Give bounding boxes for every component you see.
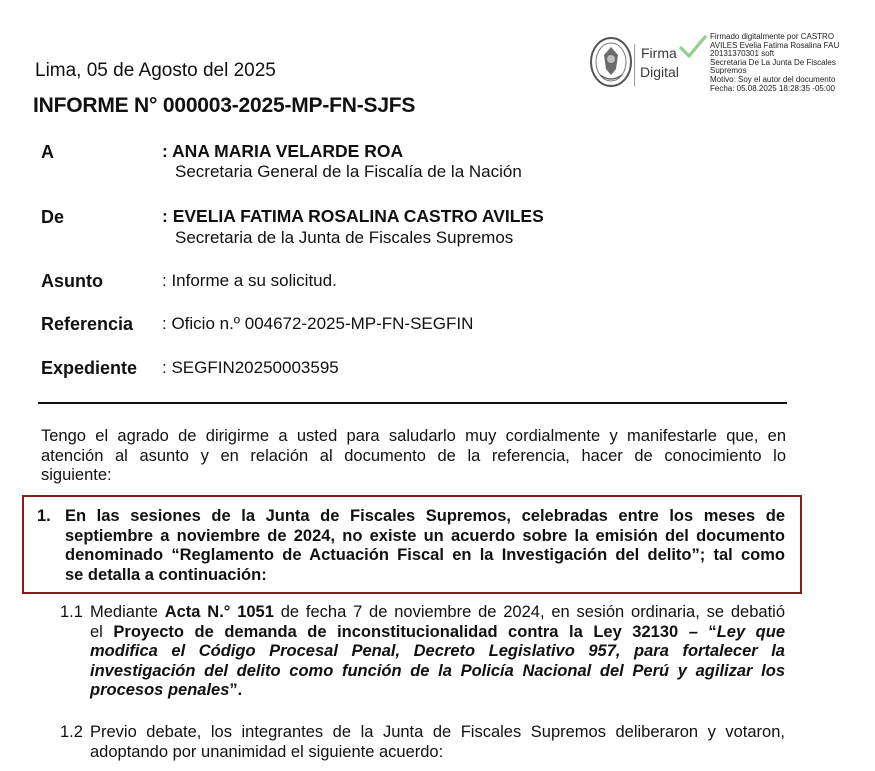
item-1-line: septiembre a noviembre de 2024, no existe un acuerdo sobre la emisión del documento [65, 526, 785, 545]
signature-detail-line: Fecha: 05.08.2025 18:28:35 -05:00 [710, 83, 835, 93]
signature-detail-line: AVILES Evelia Fatima Rosalina FAU [710, 40, 840, 50]
item-1-line: se detalla a continuación: [65, 565, 267, 584]
header-divider [38, 402, 787, 404]
to-name: : ANA MARIA VELARDE ROA [162, 141, 404, 161]
document-date: Lima, 05 de Agosto del 2025 [35, 60, 276, 81]
from-name: : EVELIA FATIMA ROSALINA CASTRO AVILES [162, 206, 544, 226]
report-title: INFORME N° 000003-2025-MP-FN-SJFS [33, 94, 416, 117]
signature-label-firma: Firma [641, 45, 677, 61]
item-1-1-line [90, 603, 785, 623]
intro-line: siguiente: [41, 466, 112, 484]
signature-divider [634, 44, 635, 86]
text-run: el [90, 622, 114, 641]
item-1-2-number: 1.2 [60, 723, 83, 741]
law-title: Ley que [716, 622, 785, 641]
item-1-2-text [90, 723, 785, 762]
item-1-1-line [90, 681, 785, 701]
subject-label: Asunto [41, 271, 103, 291]
to-role: Secretaria General de la Fiscalía de la Nación [175, 162, 522, 181]
text-run: Mediante [90, 603, 165, 621]
project-title: Proyecto de demanda de inconstitucionalidad contra la Ley 32130 – “ [113, 622, 717, 641]
signature-detail-line: Supremos [710, 66, 747, 76]
signature-details [710, 33, 870, 93]
to-label: A [41, 142, 54, 162]
signature-detail-line: Secretaria De La Junta De Fiscales [710, 57, 836, 67]
law-title: procesos penales [90, 681, 230, 699]
item-1-1-line: modifica el Código Procesal Penal, Decreto Legislativo 957, para fortalecer la [90, 642, 785, 660]
subject-value: : Informe a su solicitud. [162, 271, 337, 290]
item-1-line: denominado “Reglamento de Actuación Fiscal en la Investigación del delito”; tal como [65, 546, 785, 564]
reference-label: Referencia [41, 314, 134, 334]
signature-label-digital: Digital [640, 64, 679, 80]
intro-line: atención al asunto y en relación al documento de la referencia, hacer de conocimiento lo [41, 446, 786, 465]
intro-line: Tengo el agrado de dirigirme a usted para saludarlo muy cordialmente y manifestarle que, en [41, 427, 786, 445]
reference-value: : Oficio n.º 004672-2025-MP-FN-SEGFIN [162, 314, 474, 333]
watermark: ​ [285, 473, 315, 538]
item-1-1-number: 1.1 [60, 603, 83, 621]
item-1-1-text [90, 603, 785, 701]
intro-paragraph [41, 427, 786, 486]
official-seal-icon [588, 35, 634, 89]
from-role: Secretaria de la Junta de Fiscales Supremos [175, 228, 514, 247]
item-1-number: 1. [37, 507, 51, 525]
item-1-1-line: investigación del delito como función de la Policía Nacional del Perú y agilizar los [90, 661, 785, 680]
text-run: ”. [229, 681, 243, 699]
item-1-1-line [90, 623, 785, 643]
from-label: De [41, 207, 65, 227]
act-number: Acta N.° 1051 [164, 603, 274, 621]
text-run: de fecha 7 de noviembre de 2024, en sesión ordinaria, se debatió [273, 603, 785, 621]
green-checkmark-icon [678, 34, 708, 60]
item-1-line: En las sesiones de la Junta de Fiscales Supremos, celebradas entre los meses de [65, 507, 785, 525]
item-1-text [65, 507, 785, 585]
signature-detail-line: Motivo: Soy el autor del documento [710, 74, 836, 84]
item-1-2-line: Previo debate, los integrantes de la Junta de Fiscales Supremos deliberaron y votaron, [90, 723, 785, 741]
signature-detail-line: Firmado digitalmente por CASTRO [710, 32, 835, 41]
signature-detail-line: 20131370301 soft [710, 49, 775, 59]
item-1-2-line: adoptando por unanimidad el siguiente acuerdo: [90, 742, 444, 761]
file-label: Expediente [41, 358, 138, 378]
file-value: : SEGFIN20250003595 [162, 358, 339, 377]
